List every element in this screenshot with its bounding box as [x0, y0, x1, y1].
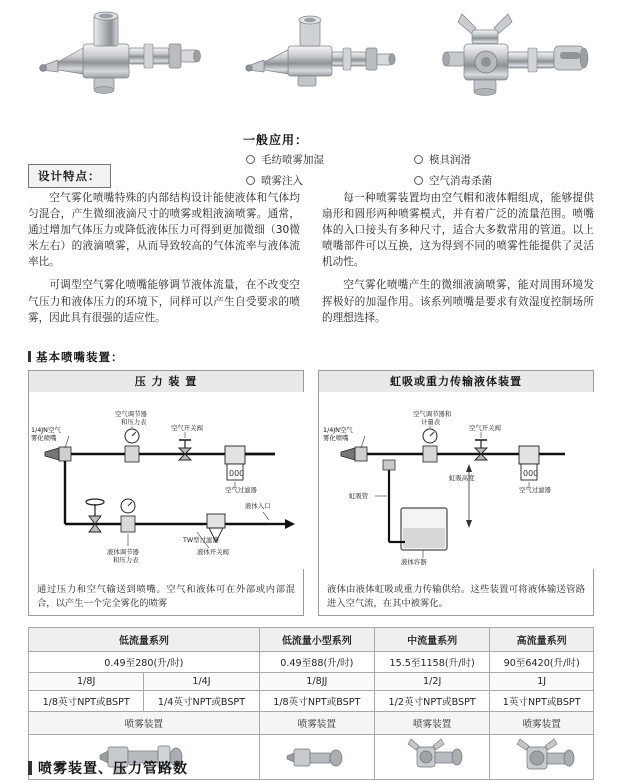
table-cell-nozzle-image — [374, 735, 489, 780]
pressure-device-diagram — [28, 370, 304, 616]
table-cell: 0.49至88(升/时) — [259, 652, 374, 673]
table-cell: 1/4J — [144, 673, 259, 691]
table-cell: 1/8JJ — [259, 673, 374, 691]
table-cell: 喷雾装置 — [374, 712, 489, 735]
svg-text:空气开关阀: 空气开关阀 — [171, 424, 203, 432]
table-row-thread — [29, 691, 594, 712]
table-cell: 1/4英寸NPT或BSPT — [144, 691, 259, 712]
svg-text:空气过滤器: 空气过滤器 — [225, 486, 257, 494]
paragraph: 每一种喷雾装置均由空气帽和液体帽组成，能够提供扇形和圆形两种喷雾模式，并有着广泛的流量范围。喷嘴体的入口接头有多种尺寸，适合大多数常用的管道。以上喷嘴部件可以互换，这为得到不同的喷雾性能提供了灵活机动性。 — [322, 192, 594, 269]
section-marker-icon — [28, 761, 32, 775]
paragraph: 空气雾化喷嘴产生的微细液滴喷雾，能对周围环境发挥极好的加湿作用。该系列喷嘴是要求有效湿度控制场所的理想选择。 — [322, 279, 594, 324]
bullet-icon — [414, 176, 423, 185]
list-item-label: 空气消毒杀菌 — [429, 175, 492, 187]
table-cell: 1英寸NPT或BSPT — [490, 691, 594, 712]
design-features-columns — [28, 190, 594, 333]
siphon-gravity-diagram — [318, 370, 594, 616]
svg-text:液体开关阀: 液体开关阀 — [197, 548, 229, 556]
table-cell: 1/2J — [374, 673, 489, 691]
svg-text:液体容器: 液体容器 — [401, 558, 427, 566]
table-row-model — [29, 673, 594, 691]
paragraph: 空气雾化喷嘴特殊的内部结构设计能使液体和气体均匀混合，产生微细液滴尺寸的喷雾或粗液滴喷雾。通常，通过增加气体压力或降低液体压力可得到更加微细（30微米左右）的液滴喷雾，从而导致较高的气体流率与液体流率比。 — [28, 192, 300, 269]
svg-text:液体入口: 液体入口 — [245, 502, 271, 510]
product-photo-1 — [28, 4, 208, 114]
table-cell: 高流量系列 — [490, 628, 594, 652]
svg-text:雾化喷嘴: 雾化喷嘴 — [31, 434, 57, 442]
product-photo-strip — [0, 0, 621, 118]
design-features-right-column — [322, 190, 594, 333]
basic-devices-section-title — [28, 349, 124, 365]
diagram-title: 虹吸或重力传输液体装置 — [319, 371, 593, 393]
section-title-text: 基本喷嘴装置： — [36, 350, 124, 364]
bottom-section-heading — [28, 758, 188, 780]
diagram-title: 压 力 装 置 — [29, 371, 303, 393]
nozzle-photo-4 — [490, 735, 593, 779]
svg-text:空气调节器和: 空气调节器和 — [413, 410, 452, 418]
svg-text:000: 000 — [523, 469, 539, 478]
section-marker-icon — [28, 351, 31, 362]
svg-text:1/4JN空气: 1/4JN空气 — [323, 426, 353, 434]
list-item — [414, 173, 582, 188]
svg-text:空气过滤器: 空气过滤器 — [519, 486, 551, 494]
table-cell: 0.49至280(升/时) — [29, 652, 260, 673]
general-application-list — [246, 152, 586, 194]
list-item — [246, 152, 414, 167]
list-item-label: 喷雾注入 — [261, 175, 303, 187]
general-application-title: 一般应用： — [243, 133, 309, 147]
table-cell: 喷雾装置 — [259, 712, 374, 735]
product-photo-3 — [418, 4, 598, 114]
diagram-caption: 液体由液体虹吸或重力传输供给。这些装置可将液体输送管路进入空气流，在其中被雾化。 — [327, 584, 585, 609]
svg-text:TW型过滤器: TW型过滤器 — [183, 536, 219, 544]
bullet-icon — [414, 155, 423, 164]
table-cell: 1/8英寸NPT或BSPT — [259, 691, 374, 712]
table-cell: 低流量系列 — [29, 628, 260, 652]
table-cell: 1/2英寸NPT或BSPT — [374, 691, 489, 712]
table-cell: 喷雾装置 — [490, 712, 594, 735]
design-features-badge: 设计特点： — [28, 164, 111, 188]
table-cell: 中流量系列 — [374, 628, 489, 652]
svg-text:液体调节器: 液体调节器 — [107, 548, 139, 556]
product-photo-2 — [230, 4, 400, 114]
bullet-icon — [246, 176, 255, 185]
table-cell: 1/8J — [29, 673, 144, 691]
table-cell-nozzle-image — [259, 735, 374, 780]
paragraph: 可调型空气雾化喷嘴能够调节液体流量，在不改变空气压力和液体压力的环境下，同样可以产生自受要求的喷雾，因此具有很强的适应性。 — [28, 279, 300, 324]
table-cell: 1J — [490, 673, 594, 691]
nozzle-photo-3 — [375, 735, 489, 779]
diagram-caption: 通过压力和空气输送到喷嘴。空气和液体可在外部或内部混合，以产生一个完全雾化的喷雾 — [37, 584, 295, 609]
list-item — [246, 173, 414, 188]
list-row — [246, 152, 586, 167]
table-cell-nozzle-image — [490, 735, 594, 780]
list-item-label: 模具润滑 — [429, 154, 471, 166]
diagram-canvas — [319, 392, 595, 569]
table-cell: 喷雾装置 — [29, 712, 260, 735]
svg-text:空气调节器: 空气调节器 — [115, 410, 147, 418]
bullet-icon — [246, 155, 255, 164]
table-cell: 90至6420(升/时) — [490, 652, 594, 673]
svg-text:雾化喷嘴: 雾化喷嘴 — [323, 434, 349, 442]
list-item — [414, 152, 582, 167]
table-cell: 低流量小型系列 — [259, 628, 374, 652]
table-row-nozzle-label — [29, 712, 594, 735]
list-row — [246, 173, 586, 188]
diagram-canvas — [29, 392, 305, 569]
diagram-container — [28, 370, 594, 616]
nozzle-photo-2 — [260, 735, 374, 779]
bottom-heading-text: 喷雾装置、压力管路数 — [38, 761, 188, 777]
design-features-left-column — [28, 190, 300, 333]
table-row-series — [29, 628, 594, 652]
svg-text:和压力表: 和压力表 — [121, 418, 147, 426]
svg-text:000: 000 — [229, 469, 245, 478]
svg-text:虹吸管: 虹吸管 — [349, 492, 369, 500]
svg-text:虹吸高度: 虹吸高度 — [449, 474, 475, 482]
svg-text:1/4JN空气: 1/4JN空气 — [31, 426, 61, 434]
svg-text:计量表: 计量表 — [421, 418, 441, 426]
table-cell: 15.5至1158(升/时) — [374, 652, 489, 673]
svg-text:和压力表: 和压力表 — [113, 556, 139, 564]
table-row-flow — [29, 652, 594, 673]
list-item-label: 毛纺喷雾加湿 — [261, 154, 324, 166]
svg-text:空气开关阀: 空气开关阀 — [469, 424, 501, 432]
table-cell: 1/8英寸NPT或BSPT — [29, 691, 144, 712]
